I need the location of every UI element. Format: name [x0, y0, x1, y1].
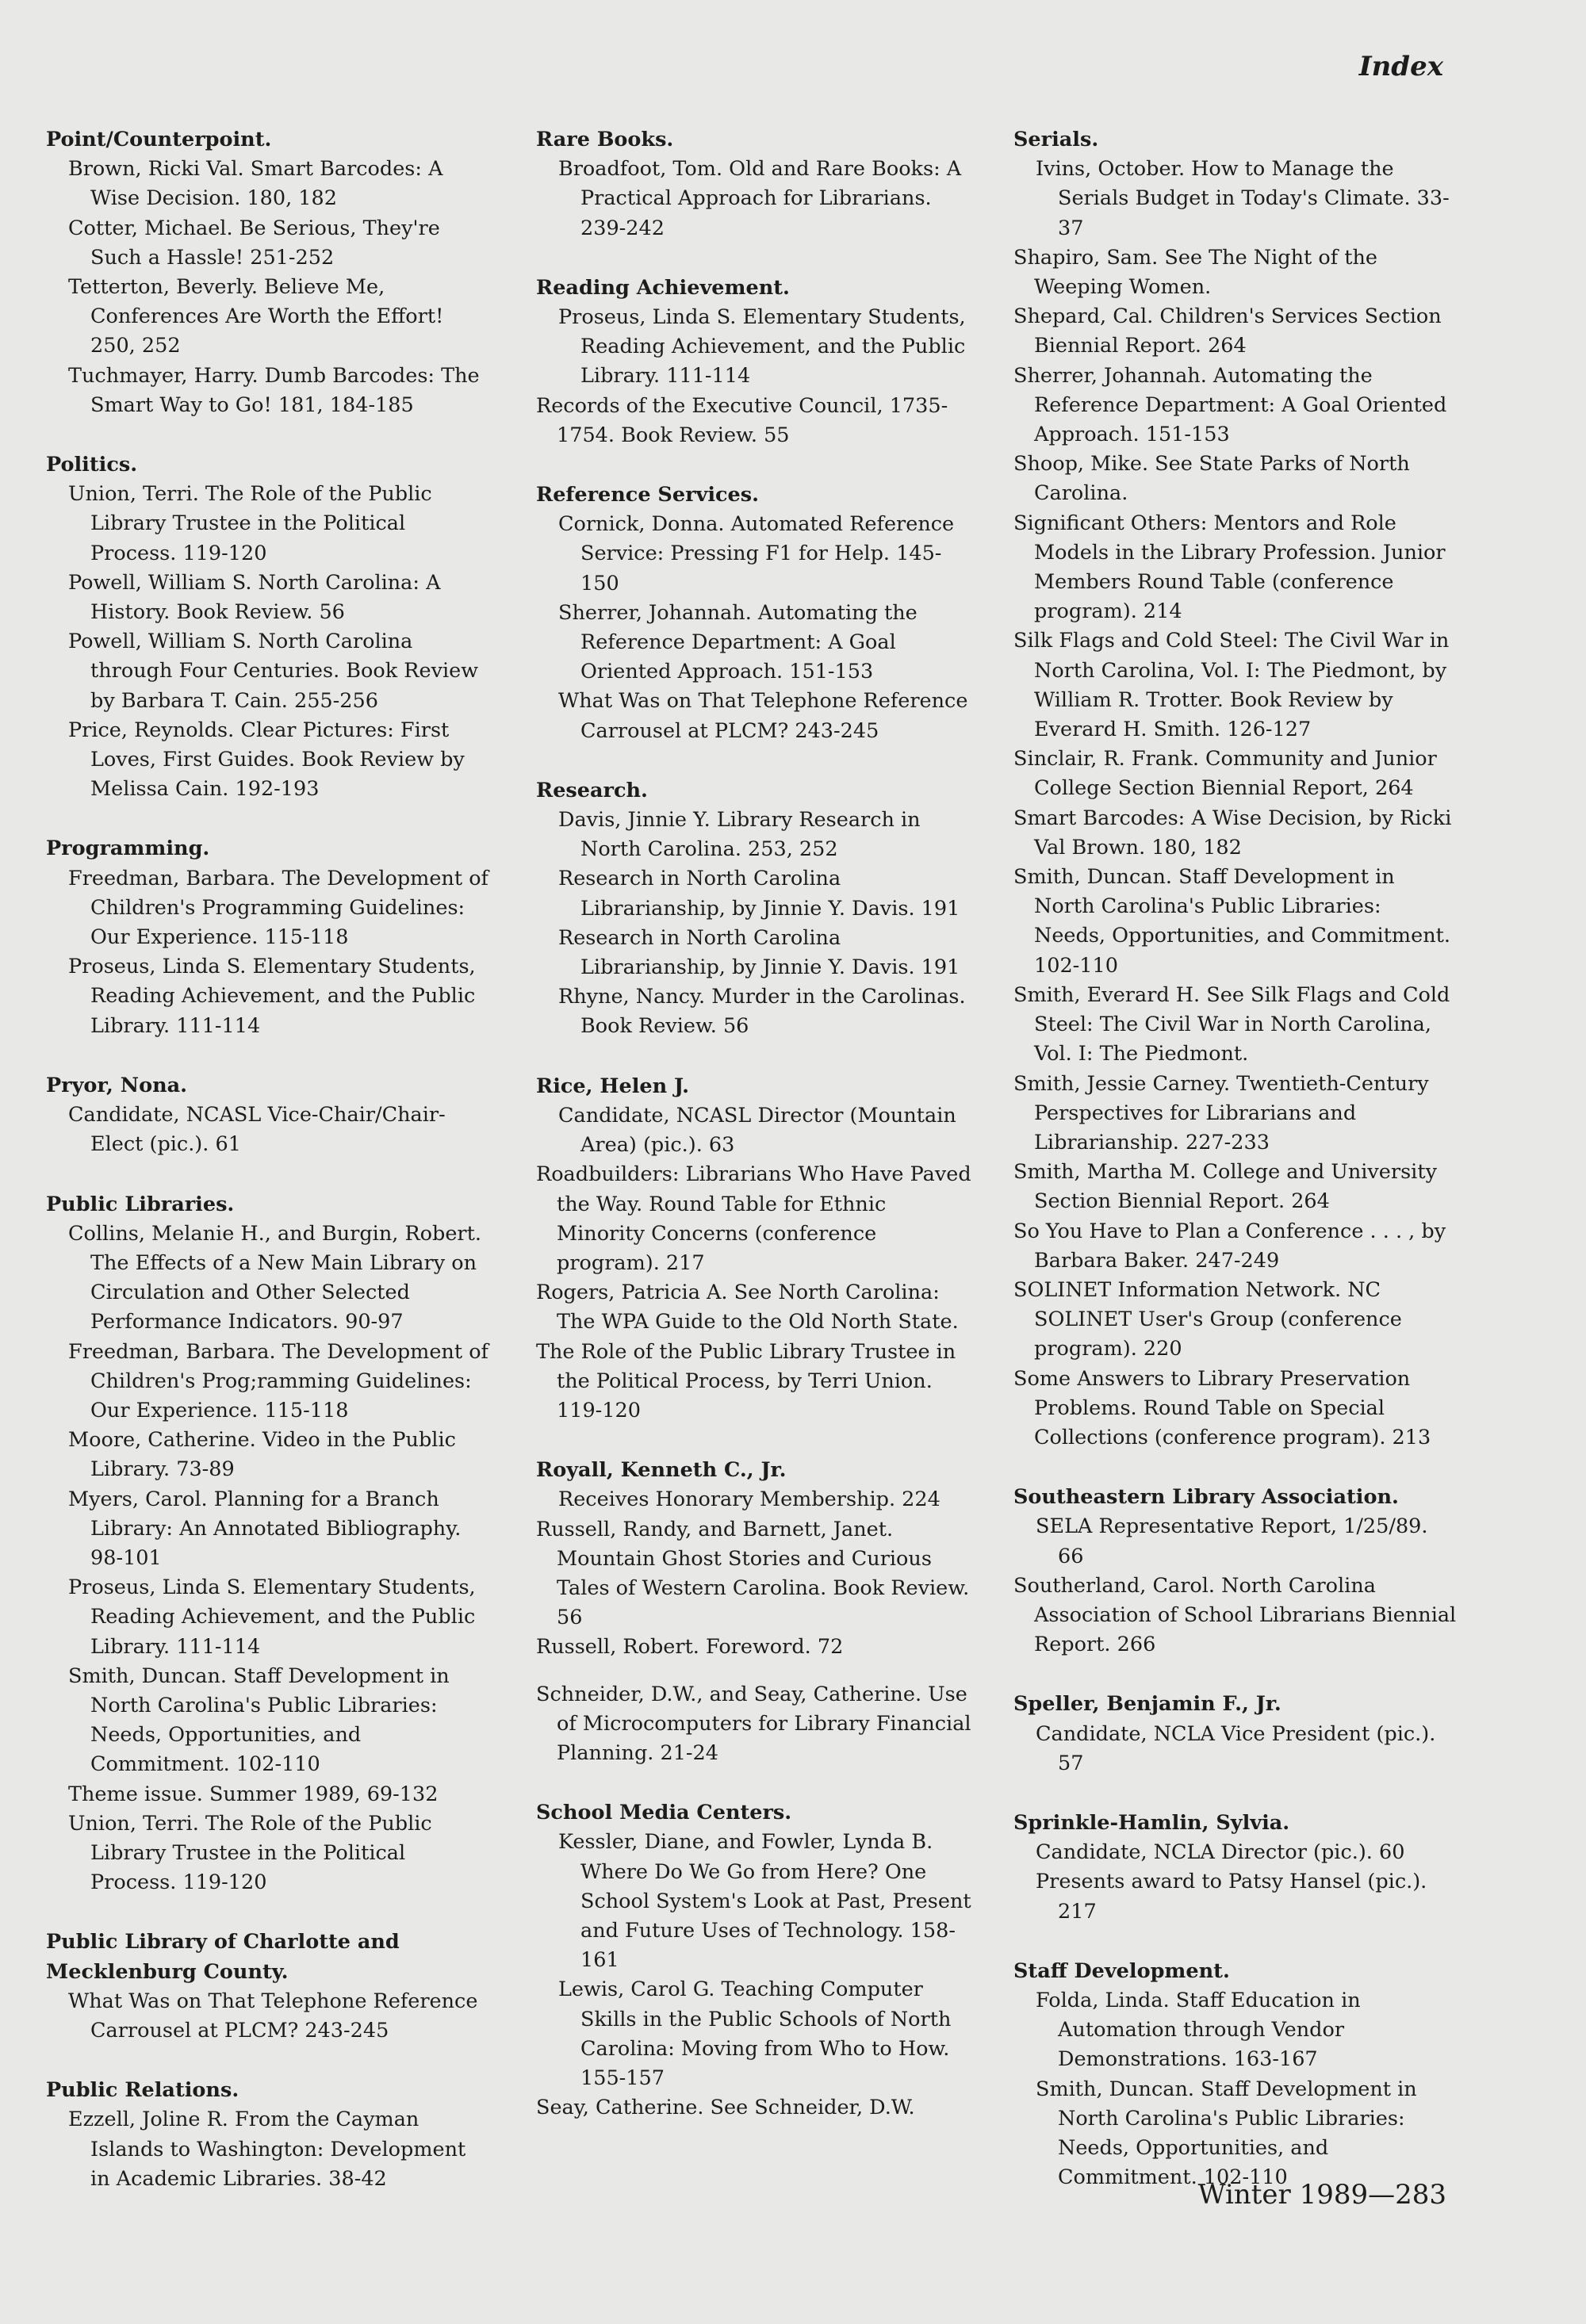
index-entry: Significant Others: Mentors and Role Models in the Library Profession. Junior Members Round Table (conference program). 214 — [1013, 511, 1446, 624]
index-section — [46, 1190, 490, 1898]
index-entry: Myers, Carol. Planning for a Branch Library: An Annotated Bibliography. 98-101 — [68, 1487, 462, 1570]
index-section — [46, 1928, 490, 2046]
index-entry: Smith, Duncan. Staff Development in North Carolina's Public Libraries: Needs, Opportunities, and Commitment. 102-110 — [1036, 2077, 1417, 2190]
index-heading: Reading Achievement. — [536, 275, 790, 300]
index-entry: Silk Flags and Cold Steel: The Civil War in North Carolina, Vol. I: The Piedmont, by William R. Trotter. Book Review by Everard H. Smith. 126-127 — [1013, 629, 1450, 742]
index-entry: Research in North Carolina Librarianship, by Jinnie Y. Davis. 191 — [558, 867, 960, 921]
index-entry: Presents award to Patsy Hansel (pic.). 217 — [1036, 1870, 1427, 1924]
index-heading: Southeastern Library Association. — [1013, 1485, 1399, 1510]
index-entry: Russell, Robert. Foreword. 72 — [536, 1635, 844, 1660]
index-section — [536, 480, 980, 746]
index-entry: Candidate, NCLA Vice President (pic.). 57 — [1036, 1721, 1436, 1775]
index-section — [536, 1798, 980, 2123]
index-section — [1013, 125, 1458, 1453]
index-entry: Rhyne, Nancy. Murder in the Carolinas. Book Review. 56 — [558, 985, 966, 1039]
index-entry: Price, Reynolds. Clear Pictures: First Loves, First Guides. Book Review by Melissa Cain. 192-193 — [68, 718, 465, 802]
index-entry: Broadfoot, Tom. Old and Rare Books: A Practical Approach for Librarians. 239-242 — [558, 157, 962, 240]
index-entry: Freedman, Barbara. The Development of Children's Programming Guidelines: Our Experience. 115-118 — [68, 866, 488, 950]
index-entry: Receives Honorary Membership. 224 — [558, 1487, 940, 1512]
index-entry: Smith, Duncan. Staff Development in North Carolina's Public Libraries: Needs, Opportunities, and Commitment. 102-110 — [68, 1664, 450, 1777]
index-entry: Union, Terri. The Role of the Public Library Trustee in the Political Process. 119-120 — [68, 1811, 432, 1895]
index-entry: Southerland, Carol. North Carolina Association of School Librarians Biennial Report. 266 — [1013, 1573, 1457, 1657]
index-heading: Royall, Kenneth C., Jr. — [536, 1458, 787, 1483]
index-heading: Rice, Helen J. — [536, 1074, 689, 1098]
index-entry: Smith, Everard H. See Silk Flags and Cold Steel: The Civil War in North Carolina, Vol. I: The Piedmont. — [1013, 982, 1450, 1066]
index-entry: Smith, Jessie Carney. Twentieth-Century Perspectives for Librarians and Librarianship. 227-233 — [1013, 1071, 1429, 1154]
index-entry: Seay, Catherine. See Schneider, D.W. — [536, 2096, 915, 2120]
index-entry: Kessler, Diane, and Fowler, Lynda B. Where Do We Go from Here? One School System's Look at Past, Present and Future Uses of Technology. 158-161 — [558, 1830, 971, 1973]
index-entry: Davis, Jinnie Y. Library Research in North Carolina. 253, 252 — [558, 808, 921, 862]
index-section — [46, 125, 490, 420]
index-entry: Theme issue. Summer 1989, 69-132 — [68, 1782, 439, 1806]
index-section — [46, 450, 490, 804]
index-heading: Pryor, Nona. — [46, 1073, 188, 1097]
index-entry: Tetterton, Beverly. Believe Me, Conferences Are Worth the Effort! 250, 252 — [68, 275, 444, 358]
index-entry: Russell, Randy, and Barnett, Janet. Mountain Ghost Stories and Curious Tales of Western Carolina. Book Review. 56 — [536, 1517, 970, 1630]
index-heading: Public Libraries. — [46, 1192, 235, 1216]
index-entry: SELA Representative Report, 1/25/89. 66 — [1036, 1514, 1428, 1568]
index-column-2 — [536, 125, 980, 2153]
index-heading: Speller, Benjamin F., Jr. — [1013, 1692, 1281, 1717]
index-entry: The Role of the Public Library Trustee in the Political Process, by Terri Union. 119-120 — [536, 1339, 956, 1422]
index-heading: Serials. — [1013, 128, 1099, 151]
index-entry: Candidate, NCLA Director (pic.). 60 — [1036, 1840, 1405, 1865]
index-heading: Reference Services. — [536, 483, 759, 507]
page-header-title: Index — [1358, 51, 1443, 82]
index-entry: Folda, Linda. Staff Education in Automation through Vendor Demonstrations. 163-167 — [1036, 1988, 1361, 2072]
index-entry: Smith, Duncan. Staff Development in North Carolina's Public Libraries: Needs, Opportunities, and Commitment. 102-110 — [1013, 865, 1450, 978]
index-entry: Powell, William S. North Carolina: A History. Book Review. 56 — [68, 570, 441, 625]
index-entry: Tuchmayer, Harry. Dumb Barcodes: The Smart Way to Go! 181, 184-185 — [68, 363, 480, 417]
index-section — [536, 1680, 980, 1769]
index-entry: Shoop, Mike. See State Parks of North Carolina. — [1013, 452, 1410, 506]
index-entry: So You Have to Plan a Conference . . . , by Barbara Baker. 247-249 — [1013, 1219, 1446, 1273]
index-entry: Moore, Catherine. Video in the Public Library. 73-89 — [68, 1428, 456, 1482]
index-heading: Sprinkle-Hamlin, Sylvia. — [1013, 1810, 1290, 1835]
index-heading: Public Relations. — [46, 2078, 239, 2103]
index-entry: Sinclair, R. Frank. Community and Junior College Section Biennial Report, 264 — [1013, 747, 1437, 801]
index-section — [1013, 1957, 1458, 2193]
index-entry: Proseus, Linda S. Elementary Students, Reading Achievement, and the Public Library. 111-114 — [558, 305, 966, 389]
index-heading: School Media Centers. — [536, 1801, 792, 1825]
index-section — [536, 125, 980, 243]
index-section — [1013, 1809, 1458, 1927]
index-entry: Proseus, Linda S. Elementary Students, Reading Achievement, and the Public Library. 111-114 — [68, 955, 476, 1038]
index-entry: Cornick, Donna. Automated Reference Service: Pressing F1 for Help. 145-150 — [558, 512, 955, 595]
index-entry: Union, Terri. The Role of the Public Library Trustee in the Political Process. 119-120 — [68, 482, 432, 565]
index-entry: Roadbuilders: Librarians Who Have Paved the Way. Round Table for Ethnic Minority Concerns (conference program). 217 — [536, 1162, 971, 1275]
index-heading: Research. — [536, 778, 648, 802]
index-entry: Records of the Executive Council, 1735-1754. Book Review. 55 — [536, 393, 948, 447]
index-entry: Shapiro, Sam. See The Night of the Weeping Women. — [1013, 245, 1377, 300]
index-section — [536, 776, 980, 1042]
index-entry: Brown, Ricki Val. Smart Barcodes: A Wise Decision. 180, 182 — [68, 157, 443, 211]
index-entry: Cotter, Michael. Be Serious, They're Such a Hassle! 251-252 — [68, 216, 440, 270]
index-entry: Ivins, October. How to Manage the Serials Budget in Today's Climate. 33-37 — [1036, 157, 1450, 240]
index-heading: Rare Books. — [536, 128, 674, 151]
index-section — [536, 1456, 980, 1662]
index-entry: SOLINET Information Network. NC SOLINET User's Group (conference program). 220 — [1013, 1277, 1402, 1361]
index-entry: What Was on That Telephone Reference Carrousel at PLCM? 243-245 — [68, 1989, 478, 2043]
index-entry: Freedman, Barbara. The Development of Children's Prog;ramming Guidelines: Our Experience. 115-118 — [68, 1339, 488, 1422]
index-section — [46, 1071, 490, 1160]
index-entry: Collins, Melanie H., and Burgin, Robert. The Effects of a New Main Library on Circulation and Other Selected Performance Indicators. 90-97 — [68, 1221, 481, 1334]
index-entry: Proseus, Linda S. Elementary Students, Reading Achievement, and the Public Library. 111-114 — [68, 1575, 476, 1659]
index-entry: Some Answers to Library Preservation Problems. Round Table on Special Collections (conference program). 213 — [1013, 1366, 1431, 1449]
index-entry: Candidate, NCASL Vice-Chair/Chair-Elect (pic.). 61 — [68, 1103, 446, 1157]
index-heading: Public Library of Charlotte and Mecklenburg County. — [46, 1930, 400, 1984]
index-column-3 — [1013, 125, 1458, 2223]
index-entry: Ezzell, Joline R. From the Cayman Islands to Washington: Development in Academic Libraries. 38-42 — [68, 2108, 466, 2191]
index-entry: Schneider, D.W., and Seay, Catherine. Use of Microcomputers for Library Financial Planning. 21-24 — [536, 1682, 971, 1765]
index-entry: Lewis, Carol G. Teaching Computer Skills in the Public Schools of North Carolina: Moving from Who to How. 155-157 — [558, 1978, 952, 2090]
index-section — [536, 1072, 980, 1426]
index-heading: Staff Development. — [1013, 1958, 1230, 1983]
index-heading: Programming. — [46, 837, 210, 861]
index-entry: Powell, William S. North Carolina through Four Centuries. Book Review by Barbara T. Cain. 255-256 — [68, 630, 479, 713]
index-column-1 — [46, 125, 490, 2224]
index-entry: Sherrer, Johannah. Automating the Reference Department: A Goal Oriented Approach. 151-153 — [558, 600, 918, 684]
index-entry: Smart Barcodes: A Wise Decision, by Ricki Val Brown. 180, 182 — [1013, 806, 1452, 860]
index-section — [1013, 1690, 1458, 1778]
index-section — [46, 2076, 490, 2194]
index-section — [46, 834, 490, 1040]
index-entry: Smith, Martha M. College and University Section Biennial Report. 264 — [1013, 1160, 1437, 1214]
index-entry: Research in North Carolina Librarianship, by Jinnie Y. Davis. 191 — [558, 925, 960, 980]
page-footer: Winter 1989—283 — [1197, 2179, 1446, 2211]
index-entry: Rogers, Patricia A. See North Carolina: The WPA Guide to the Old North State. — [536, 1281, 959, 1334]
index-section — [1013, 1483, 1458, 1660]
index-entry: What Was on That Telephone Reference Carrousel at PLCM? 243-245 — [558, 689, 968, 743]
index-section — [536, 274, 980, 450]
index-entry: Shepard, Cal. Children's Services Section Biennial Report. 264 — [1013, 304, 1442, 358]
index-heading: Point/Counterpoint. — [46, 128, 272, 151]
index-entry: Candidate, NCASL Director (Mountain Area) (pic.). 63 — [558, 1103, 956, 1158]
index-heading: Politics. — [46, 453, 138, 477]
index-entry: Sherrer, Johannah. Automating the Reference Department: A Goal Oriented Approach. 151-153 — [1013, 363, 1447, 447]
